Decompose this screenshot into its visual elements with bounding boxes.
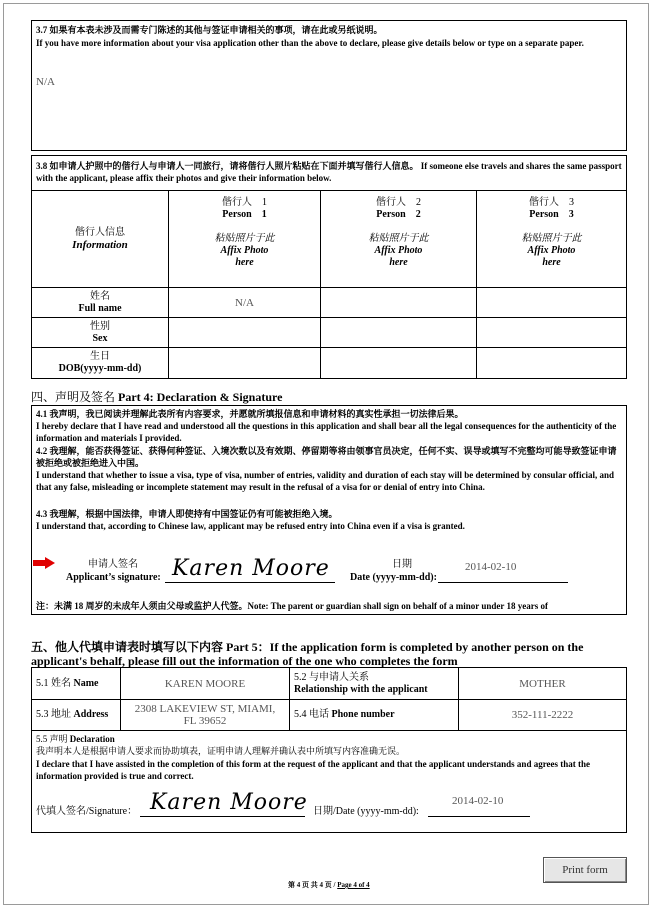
page-number-en: Page 4 of 4	[337, 881, 370, 889]
companion-table	[31, 190, 627, 379]
info-cn: 偕行人信息	[75, 227, 125, 238]
filler-sig-label: 代填人签名/Signature：	[36, 806, 138, 817]
photo1-here: here	[235, 257, 254, 268]
relationship-label	[290, 668, 459, 700]
address-line-2: FL 39652	[183, 715, 227, 727]
applicant-date-line	[438, 582, 568, 583]
person1-en: Person 1	[222, 209, 267, 220]
applicant-sig-label-cn: 申请人签名	[88, 559, 138, 570]
dob-value-2[interactable]	[321, 348, 477, 379]
sex-value-3[interactable]	[477, 318, 627, 348]
part5-table	[31, 667, 627, 731]
address-label-en: Address	[73, 709, 109, 720]
q38-label	[36, 160, 622, 184]
fullname-value-2[interactable]	[321, 288, 477, 318]
fullname-cn: 姓名	[90, 290, 110, 302]
applicant-signature[interactable]: Karen Moore	[172, 556, 330, 581]
decl-4-1	[36, 408, 622, 444]
print-form-button[interactable]: Print form	[543, 857, 627, 883]
person2-cn: 偕行人 2	[376, 197, 421, 208]
filler-signature[interactable]: Karen Moore	[150, 790, 308, 815]
part5-heading-2: applicant's behalf, please fill out the information of the one who completes the form	[31, 654, 458, 668]
filler-signature-line	[140, 816, 305, 817]
dob-value-1[interactable]	[169, 348, 321, 379]
relationship-label-cn: 5.2 与申请人关系	[294, 671, 369, 683]
photo1-en: Affix Photo	[220, 245, 269, 256]
decl-5-5-cn: 我声明本人是根据申请人要求而协助填表，证明申请人理解并确认表中所填写内容准确无误。	[36, 746, 406, 756]
applicant-signature-line	[165, 582, 335, 583]
page-number-cn: 第 4 页 共 4 页	[288, 881, 332, 889]
applicant-sig-label-en: Applicant’s signature:	[66, 572, 161, 583]
person1-cn: 偕行人 1	[222, 197, 267, 208]
sex-value-1[interactable]	[169, 318, 321, 348]
dob-en: DOB(yyyy-mm-dd)	[58, 363, 142, 374]
photo2-here: here	[389, 257, 408, 268]
phone-label-cn: 5.4 电话	[294, 709, 329, 720]
q38-label-en: If someone else travels and shares the same passport with the applicant, please affix their photos and give their information below.	[36, 161, 622, 183]
q37-label-en: If you have more information about your visa application other than the above to declare, please give details below or type on a separate paper.	[36, 38, 584, 48]
fullname-value-1[interactable]: N/A	[169, 288, 321, 318]
q38-label-cn: 3.8 如申请人护照中的偕行人与申请人一同旅行，请将偕行人照片粘贴在下面并填写偕行人信息。	[36, 161, 419, 171]
q37-label-cn: 3.7 如果有本表未涉及而需专门陈述的其他与签证申请相关的事项，请在此或另纸说明。	[36, 25, 383, 35]
photo-cell-3[interactable]	[477, 191, 627, 288]
photo3-cn: 粘贴照片于此	[521, 233, 582, 244]
q37-answer[interactable]: N/A	[36, 76, 55, 88]
fullname-value-3[interactable]	[477, 288, 627, 318]
name-label	[32, 668, 121, 700]
person3-cn: 偕行人 3	[529, 197, 574, 208]
part5-heading-1: 五、他人代填申请表时填写以下内容 Part 5：If the application form is completed by another person on the	[31, 640, 584, 654]
part4-heading-cn: 四、声明及签名	[31, 390, 116, 404]
decl-4-2-cn: 4.2 我理解，能否获得签证、获得何种签证、入境次数以及有效期、停留期等将由领事官员决定，任何不实、误导或填写不完整均可能导致签证申请被拒绝或被拒绝进入中国。	[36, 446, 617, 468]
decl-5-5-title-en: Declaration	[69, 734, 115, 744]
photo1-cn: 粘贴照片于此	[214, 233, 275, 244]
fullname-row	[32, 288, 627, 318]
arrow-right-icon	[33, 557, 55, 569]
minor-note: 注：未满 18 周岁的未成年人须由父母或监护人代签。Note: The parent or guardian shall sign on behalf of a minor under 18 years of	[36, 601, 548, 611]
decl-5-5-en: I declare that I have assisted in the completion of this form at the request of the applicant and that the applicant understands and agrees that the information provided is true and correct.	[36, 759, 591, 781]
date-label-cn: 日期	[392, 559, 412, 570]
sex-en: Sex	[92, 332, 108, 344]
name-label-cn: 5.1 姓名	[36, 677, 71, 689]
filler-date-value[interactable]: 2014-02-10	[452, 795, 504, 807]
sex-row	[32, 318, 627, 348]
dob-label	[32, 348, 169, 379]
address-label	[32, 700, 121, 731]
phone-value[interactable]: 352-111-2222	[459, 700, 627, 731]
companion-info-header	[32, 191, 169, 288]
applicant-date-value[interactable]: 2014-02-10	[465, 561, 517, 573]
decl-4-2-en: I understand that whether to issue a visa, type of visa, number of entries, validity and duration of each stay will be determined by consular official, and that any false, misleading or incomplete statement may result in the refusal of a visa for or denial of entry into China.	[36, 470, 615, 492]
fullname-en: Full name	[78, 302, 122, 314]
address-label-cn: 5.3 地址	[36, 709, 71, 720]
decl-4-1-cn: 4.1 我声明，我已阅读并理解此表所有内容要求，并愿就所填报信息和申请材料的真实性承担一切法律后果。	[36, 409, 464, 419]
date-label-en: Date (yyyy-mm-dd):	[350, 572, 437, 583]
sex-cn: 性别	[90, 320, 110, 332]
part4-heading-en: Part 4: Declaration & Signature	[118, 390, 283, 404]
sex-value-2[interactable]	[321, 318, 477, 348]
address-value[interactable]	[121, 700, 290, 731]
decl-5-5-title-cn: 5.5 声明	[36, 734, 68, 744]
relationship-label-en: Relationship with the applicant	[294, 683, 428, 695]
photo3-here: here	[542, 257, 561, 268]
decl-4-3-cn: 4.3 我理解，根据中国法律，申请人即使持有中国签证仍有可能被拒绝入境。	[36, 509, 338, 519]
part4-heading	[31, 390, 282, 404]
person2-en: Person 2	[376, 209, 421, 220]
photo3-en: Affix Photo	[527, 245, 576, 256]
address-line-1: 2308 LAKEVIEW ST, MIAMI,	[134, 703, 276, 715]
sex-label	[32, 318, 169, 348]
decl-4-1-en: I hereby declare that I have read and understood all the questions in this application and shall bear all the legal consequences for the authenticity of the information and materials I provided.	[36, 421, 617, 443]
person3-en: Person 3	[529, 209, 574, 220]
decl-4-3	[36, 508, 622, 532]
decl-4-3-en: I understand that, according to Chinese law, applicant may be refused entry into China even if a visa is granted.	[36, 521, 465, 531]
relationship-value[interactable]: MOTHER	[459, 668, 627, 700]
phone-label	[290, 700, 459, 731]
decl-5-5-title	[36, 733, 115, 745]
photo-cell-1[interactable]	[169, 191, 321, 288]
dob-cn: 生日	[90, 351, 110, 362]
photo2-cn: 粘贴照片于此	[368, 233, 429, 244]
info-en: Information	[72, 239, 128, 251]
page-footer: 第 4 页 共 4 页 / Page 4 of 4	[288, 881, 370, 889]
phone-label-en: Phone number	[331, 709, 395, 720]
filler-date-line	[428, 816, 530, 817]
photo2-en: Affix Photo	[374, 245, 423, 256]
filler-date-label: 日期/Date (yyyy-mm-dd):	[313, 806, 419, 817]
name-label-en: Name	[73, 677, 99, 689]
dob-value-3[interactable]	[477, 348, 627, 379]
name-value[interactable]: KAREN MOORE	[121, 668, 290, 700]
decl-4-2	[36, 445, 622, 493]
fullname-label	[32, 288, 169, 318]
dob-row	[32, 348, 627, 379]
photo-cell-2[interactable]	[321, 191, 477, 288]
